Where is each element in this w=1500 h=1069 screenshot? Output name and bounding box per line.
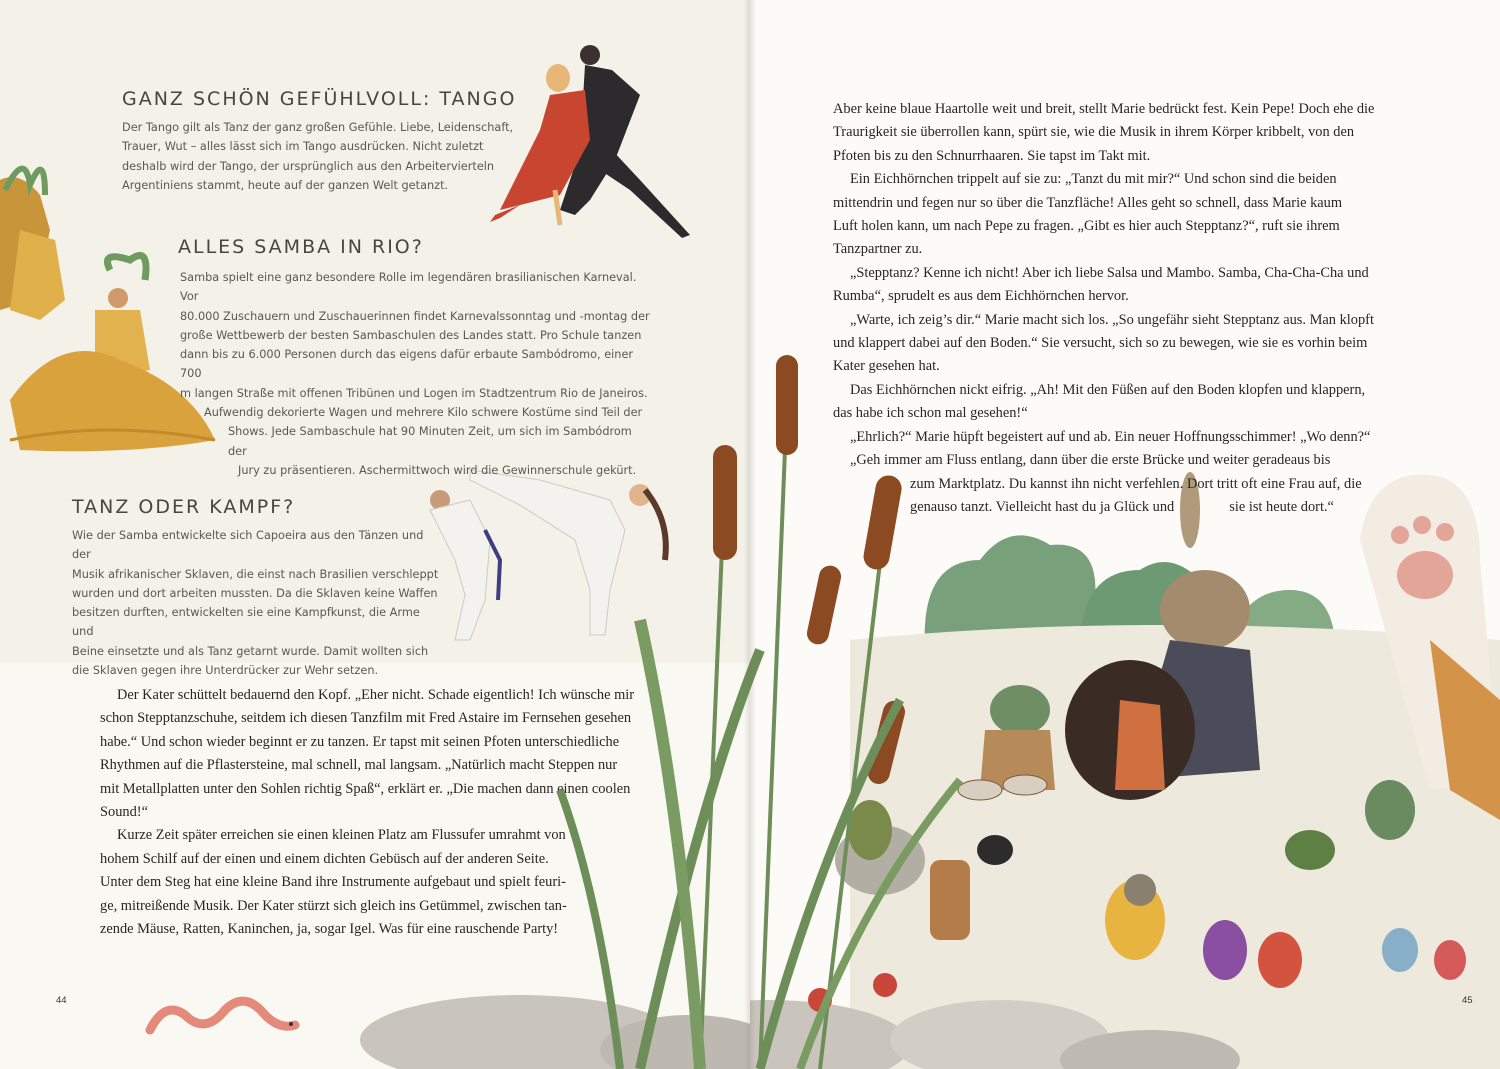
story-line: „Geh immer am Fluss entlang, dann über die erste Brücke und weiter geradeaus bis — [850, 452, 1331, 469]
story-text-right — [833, 98, 1403, 519]
story-line: Kater gesehen hat. — [833, 358, 940, 375]
samba-line: große Wettbewerb der besten Sambaschulen des Landes statt. Pro Schule tanzen — [180, 328, 642, 342]
story-line: Tanzpartner zu. — [833, 241, 923, 258]
samba-title: ALLES SAMBA IN RIO? — [178, 236, 424, 258]
story-line: das habe ich schon mal gesehen!“ — [833, 405, 1028, 422]
story-line: „Warte, ich zeig’s dir.“ Marie macht sich los. „So ungefähr sieht Stepptanz aus. Man klopft — [850, 311, 1374, 328]
story-line: schon Stepptanzschuhe, seitdem ich diesen Tanzfilm mit Fred Astaire im Fernsehen gesehen — [100, 710, 632, 727]
story-fragment: sie ist heute dort.“ — [1229, 498, 1334, 515]
samba-line: Samba spielt eine ganz besondere Rolle im legendären brasilianischen Karneval. Vor — [180, 271, 637, 304]
page-number-right: 45 — [1462, 995, 1473, 1006]
story-line: „Stepptanz? Kenne ich nicht! Aber ich liebe Salsa und Mambo. Samba, Cha-Cha-Cha und — [850, 264, 1369, 281]
story-line: Das Eichhörnchen nickt eifrig. „Ah! Mit den Füßen auf den Boden klopfen und klappern, — [850, 381, 1366, 398]
tango-line: Argentiniens stammt, heute auf der ganzen Welt getanzt. — [122, 178, 449, 192]
tango-title: GANZ SCHÖN GEFÜHLVOLL: TANGO — [122, 88, 517, 110]
story-line: Rumba“, sprudelt es aus dem Eichhörnchen hervor. — [833, 288, 1129, 305]
samba-line: dann bis zu 6.000 Personen durch das eigens dafür erbaute Sambódromo, einer 700 — [180, 348, 634, 381]
right-page — [750, 0, 1500, 1069]
samba-line: 80.000 Zuschauern und Zuschauerinnen findet Karnevalssonntag und -montag der — [180, 309, 650, 323]
samba-line: Jury zu präsentieren. Aschermittwoch wird die Gewinnerschule gekürt. — [238, 463, 637, 477]
samba-line: m langen Straße mit offenen Tribünen und Logen im Stadtzentrum Rio de Janeiros. — [180, 386, 648, 400]
capoeira-line: die Sklaven gegen ihre Unterdrücker zur Wehr setzen. — [72, 664, 379, 678]
story-line — [833, 496, 1403, 519]
capoeira-line: besitzen durften, entwickelten sie eine Kampfkunst, die Arme und — [72, 606, 420, 639]
story-line: ge, mitreißende Musik. Der Kater stürzt sich gleich ins Getümmel, zwischen tan- — [100, 897, 567, 914]
story-line: Kurze Zeit später erreichen sie einen kleinen Platz am Flussufer umrahmt von — [117, 827, 566, 844]
story-line: „Ehrlich?“ Marie hüpft begeistert auf und ab. Ein neuer Hoffnungsschimmer! „Wo denn?“ — [850, 428, 1371, 445]
story-line: zende Mäuse, Ratten, Kaninchen, ja, sogar Igel. Was für eine rauschende Party! — [100, 921, 559, 938]
samba-line: Aufwendig dekorierte Wagen und mehrere Kilo schwere Kostüme sind Teil der — [204, 406, 643, 420]
story-line: zum Marktplatz. Du kannst ihn nicht verfehlen. Dort tritt oft eine Frau auf, die — [910, 475, 1362, 492]
story-line: Unter dem Steg hat eine kleine Band ihre Instrumente aufgebaut und spielt feuri- — [100, 874, 566, 891]
capoeira-line: wurden und dort arbeiten mussten. Da die Sklaven keine Waffen — [72, 586, 438, 600]
tango-line: Der Tango gilt als Tanz der ganz großen Gefühle. Liebe, Leidenschaft, — [122, 121, 514, 134]
worm-illustration — [150, 1001, 295, 1030]
story-line: Rhythmen auf die Pflastersteine, mal schnell, mal langsam. „Natürlich macht Steppen nur — [100, 757, 618, 774]
story-line: Traurigkeit sie überrollen kann, spürt sie, wie die Musik in ihrem Körper kribbelt, von den — [833, 124, 1355, 141]
capoeira-title: TANZ ODER KAMPF? — [72, 496, 296, 518]
story-line: mittendrin und fegen nur so über die Tanzfläche! Alles geht so schnell, dass Marie kaum — [833, 194, 1343, 211]
samba-line: Shows. Jede Sambaschule hat 90 Minuten Zeit, um sich im Sambódrom der — [228, 425, 632, 458]
story-line: Pfoten bis zu den Schnurrhaaren. Sie tapst im Takt mit. — [833, 147, 1151, 164]
story-line: Aber keine blaue Haartolle weit und breit, stellt Marie bedrückt fest. Kein Pepe! Doch ehe die — [833, 101, 1375, 117]
story-line: Sound!“ — [100, 804, 148, 821]
story-line: Luft holen kann, um nach Pepe zu fragen. „Gibt es hier auch Stepptanz?“, ruft sie ihrem — [833, 218, 1340, 235]
story-line: Ein Eichhörnchen trippelt auf sie zu: „Tanzt du mit mir?“ Und schon sind die beiden — [850, 171, 1337, 188]
capoeira-line: Wie der Samba entwickelte sich Capoeira aus den Tänzen und der — [72, 529, 424, 562]
tango-line: deshalb wird der Tango, der ursprünglich aus den Arbeitervierteln — [122, 159, 495, 173]
capoeira-line: Beine einsetzte und als Tanz getarnt wurde. Damit wollten sich — [72, 644, 429, 658]
story-line: hohem Schilf auf der einen und einem dichten Gebüsch auf der anderen Seite. — [100, 850, 549, 867]
book-gutter — [744, 0, 756, 1069]
story-line: Der Kater schüttelt bedauernd den Kopf. „Eher nicht. Schade eigentlich! Ich wünsche mir — [117, 687, 635, 703]
story-line: mit Metallplatten unter den Sohlen richtig Spaß“, erklärt er. „Die machen dann einen coolen — [100, 780, 631, 797]
tango-line: Trauer, Wut – alles lässt sich im Tango ausdrücken. Nicht zuletzt — [122, 140, 484, 154]
story-line: und klappert dabei auf den Boden.“ Sie versucht, sich so zu bewegen, wie sie es vorhin beim — [833, 335, 1368, 352]
capoeira-line: Musik afrikanischer Sklaven, die einst nach Brasilien verschleppt — [72, 567, 439, 581]
story-line: habe.“ Und schon wieder beginnt er zu tanzen. Er tapst mit seinen Pfoten unterschiedliche — [100, 733, 620, 750]
page-number-left: 44 — [56, 995, 67, 1006]
story-fragment: genauso tanzt. Vielleicht hast du ja Glück und — [910, 498, 1175, 515]
